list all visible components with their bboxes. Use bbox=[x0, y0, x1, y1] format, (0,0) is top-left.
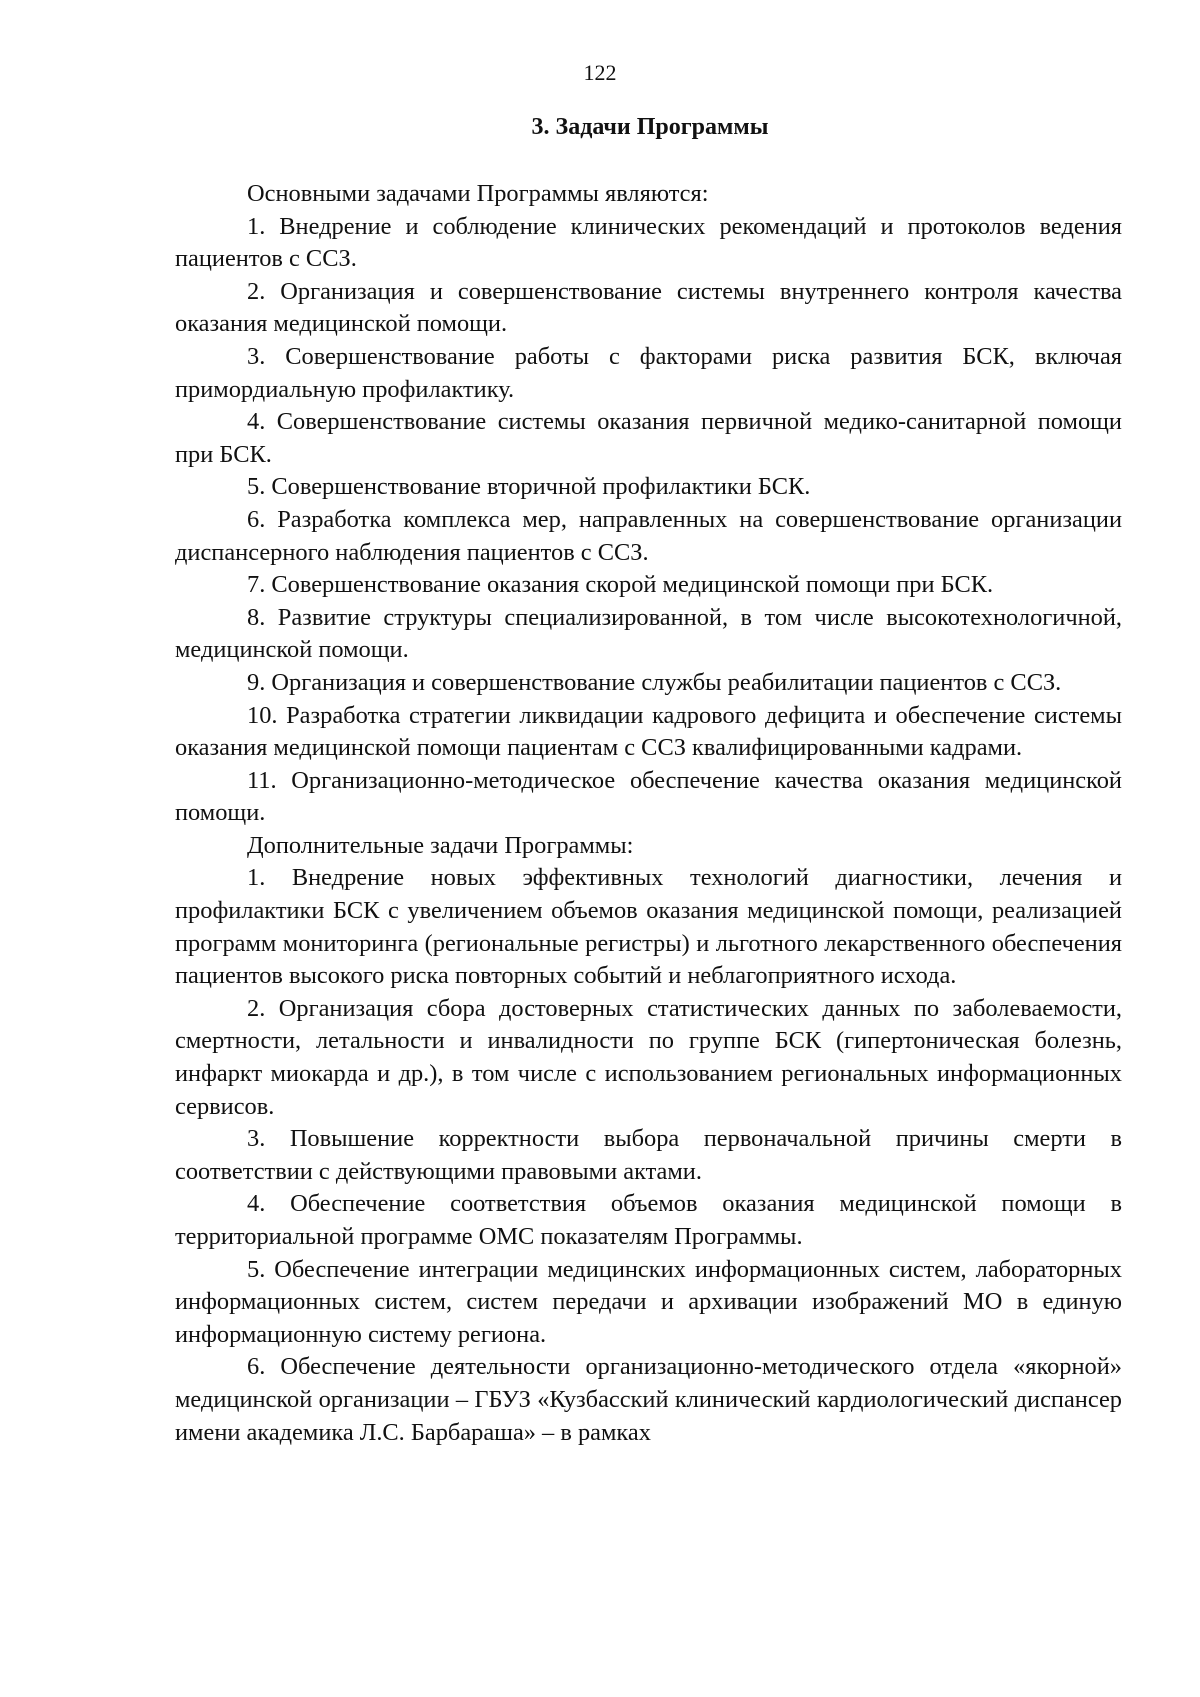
main-task-8: 8. Развитие структуры специализированной, в том числе высокотехнологичной, медицинской помощи. bbox=[175, 603, 1122, 664]
main-task-4: 4. Совершенствование системы оказания первичной медико-санитарной помощи при БСК. bbox=[175, 408, 1122, 468]
additional-task-6: 6. Обеспечение деятельности организационно-методического отдела «якорной» медицинской организации – ГБУЗ «Кузбасский клинический кардиологический диспансер имени академика Л.С. Барбараша» – в рамках bbox=[175, 1353, 1122, 1446]
main-task-2: 2. Организация и совершенствование системы внутреннего контроля качества оказания медицинской помощи. bbox=[175, 277, 1122, 338]
main-task-5: 5. Совершенствование вторичной профилактики БСК. bbox=[247, 473, 811, 501]
page-number: 122 bbox=[583, 60, 617, 85]
additional-task-1: 1. Внедрение новых эффективных технологий диагностики, лечения и профилактики БСК с увеличением объемов оказания медицинской помощи, реализацией программ мониторинга (региональные регистры) и льготного лекарственного обеспечения пациентов высокого риска повторных событий и неблагоприятного исхода. bbox=[175, 864, 1122, 990]
main-tasks-intro: Основными задачами Программы являются: bbox=[247, 180, 709, 207]
additional-task-3: 3. Повышение корректности выбора первоначальной причины смерти в соответствии с действующими правовыми актами. bbox=[175, 1125, 1122, 1185]
additional-task-5: 5. Обеспечение интеграции медицинских информационных систем, лабораторных информационных систем, систем передачи и архивации изображений МО в единую информационную систему региона. bbox=[175, 1255, 1122, 1348]
main-task-10: 10. Разработка стратегии ликвидации кадрового дефицита и обеспечение системы оказания медицинской помощи пациентам с ССЗ квалифицированными кадрами. bbox=[175, 701, 1122, 762]
document-body bbox=[175, 178, 1122, 1449]
additional-task-4: 4. Обеспечение соответствия объемов оказания медицинской помощи в территориальной программе ОМС показателям Программы. bbox=[175, 1190, 1122, 1250]
main-task-9: 9. Организация и совершенствование службы реабилитации пациентов с ССЗ. bbox=[247, 668, 1062, 696]
main-task-7: 7. Совершенствование оказания скорой медицинской помощи при БСК. bbox=[247, 571, 994, 599]
additional-tasks-intro: Дополнительные задачи Программы: bbox=[247, 831, 634, 859]
main-task-11: 11. Организационно-методическое обеспечение качества оказания медицинской помощи. bbox=[175, 766, 1122, 827]
main-task-1: 1. Внедрение и соблюдение клинических рекомендаций и протоколов ведения пациентов с ССЗ. bbox=[175, 212, 1122, 273]
main-task-3: 3. Совершенствование работы с факторами риска развития БСК, включая примордиальную профилактику. bbox=[175, 342, 1122, 403]
additional-task-2: 2. Организация сбора достоверных статистических данных по заболеваемости, смертности, летальности и инвалидности по группе БСК (гипертоническая болезнь, инфаркт миокарда и др.), в том числе с использованием региональных информационных сервисов. bbox=[175, 994, 1122, 1120]
main-task-6: 6. Разработка комплекса мер, направленных на совершенствование организации диспансерного наблюдения пациентов с ССЗ. bbox=[175, 505, 1122, 566]
section-title: 3. Задачи Программы bbox=[531, 114, 769, 140]
